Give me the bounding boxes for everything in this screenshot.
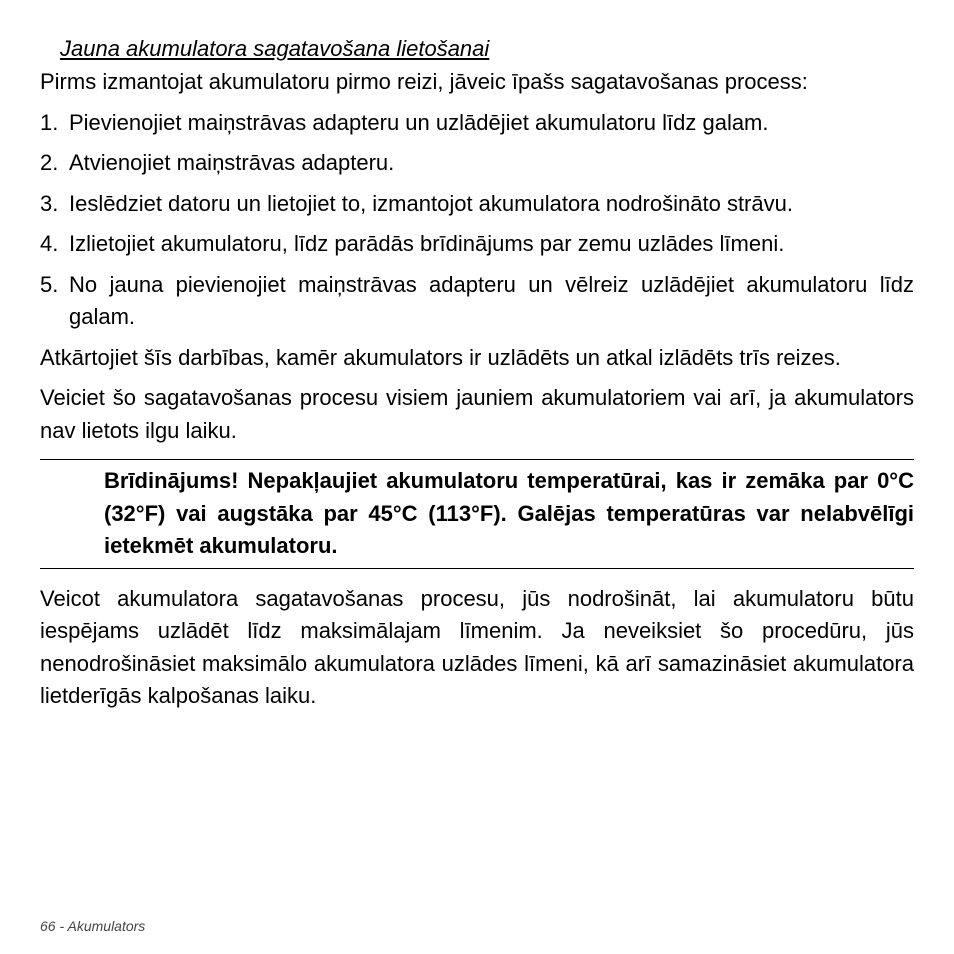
conclusion-paragraph: Veicot akumulatora sagatavošanas procesu, jūs nodrošināt, lai akumulatoru būtu iespējams uzlādēt līdz maksimālajam līmenim. Ja neveiksiet šo procedūru, jūs nenodrošināsiet maksimālo akumulatora uzlādes līmeni, kā arī samazināsiet akumulatora lietderīgās kalpošanas laiku. — [40, 585, 914, 708]
intro-paragraph: Pirms izmantojat akumulatoru pirmo reizi, jāveic īpašs sagatavošanas process: — [40, 69, 808, 94]
warning-box — [40, 459, 914, 569]
step-number: 3. — [40, 190, 59, 216]
section-title: Jauna akumulatora sagatavošana lietošanai — [60, 36, 490, 61]
step-text: Izlietojiet akumulatoru, līdz parādās brīdinājums par zemu uzlādes līmeni. — [69, 231, 785, 256]
step-text: Pievienojiet maiņstrāvas adapteru un uzlādējiet akumulatoru līdz galam. — [69, 109, 769, 135]
list-item — [40, 188, 914, 221]
step-text: No jauna pievienojiet maiņstrāvas adapteru un vēlreiz uzlādējiet akumulatoru līdz galam. — [69, 271, 914, 329]
steps-list — [40, 107, 914, 334]
document-page — [40, 33, 914, 721]
repeat-paragraph: Atkārtojiet šīs darbības, kamēr akumulators ir uzlādēts un atkal izlādēts trīs reizes. — [40, 344, 841, 370]
step-number: 1. — [40, 109, 59, 135]
warning-text: Brīdinājums! Nepakļaujiet akumulatoru temperatūrai, kas ir zemāka par 0°C (32°F) vai augstāka par 45°C (113°F). Galējas temperatūras var nelabvēlīgi ietekmēt akumulatoru. — [104, 468, 914, 558]
step-number: 4. — [40, 231, 59, 256]
list-item — [40, 107, 914, 140]
list-item — [40, 228, 914, 261]
page-footer: 66 - Akumulators — [40, 918, 146, 934]
step-text: Ieslēdziet datoru un lietojiet to, izmantojot akumulatora nodrošināto strāvu. — [69, 190, 793, 216]
step-number: 2. — [40, 150, 59, 175]
step-number: 5. — [40, 271, 59, 297]
list-item — [40, 269, 914, 334]
step-text: Atvienojiet maiņstrāvas adapteru. — [69, 150, 395, 175]
list-item — [40, 147, 914, 180]
apply-paragraph: Veiciet šo sagatavošanas procesu visiem jauniem akumulatoriem vai arī, ja akumulators nav lietots ilgu laiku. — [40, 385, 914, 443]
